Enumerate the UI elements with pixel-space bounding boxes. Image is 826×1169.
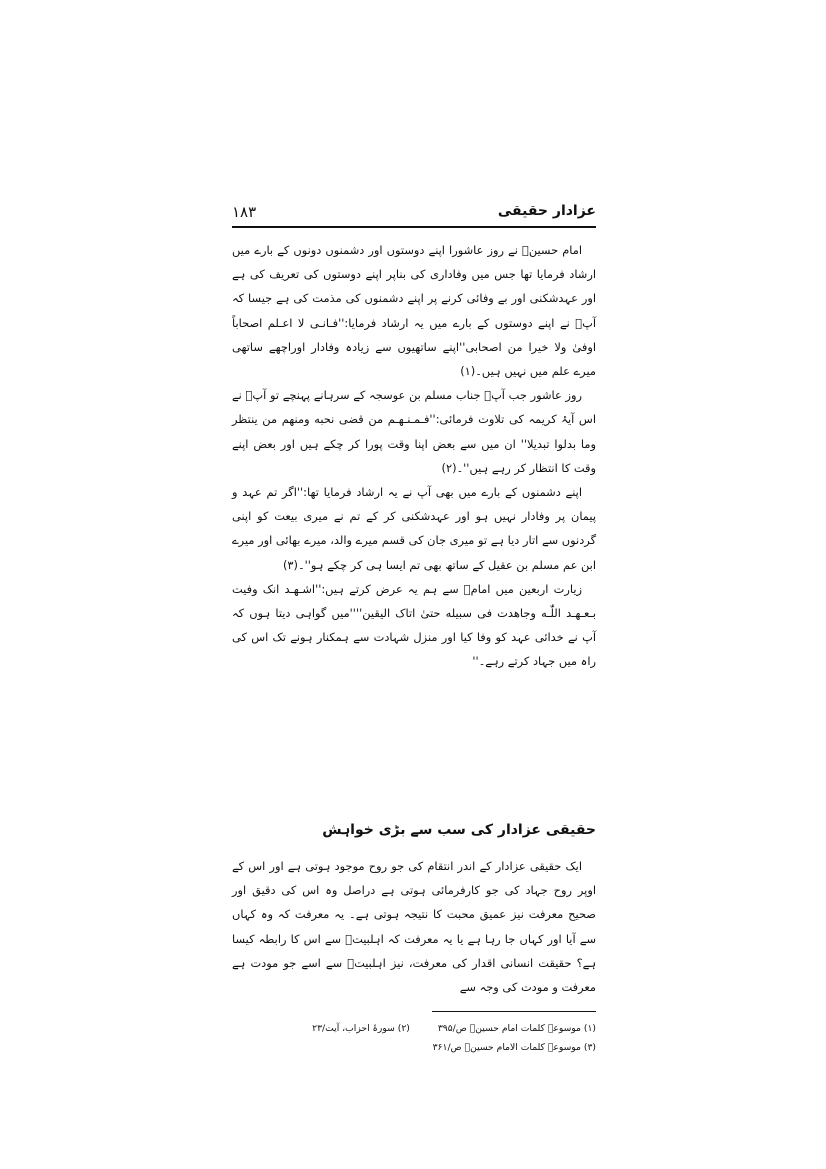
- paragraph: زیارت اربعین میں امامؑ سے ہم یہ عرض کرتے ہیں:''اشـهـد انک وفیت بـعـهـد اللّٰـه وجاهدت فی سبیله حتیٰ اتاک الیقین''''میں گواہی دیتا ہوں کہ آپ نے خدائی عہد کو وفا کیا اور منزل شہادت سے ہمکنار ہونے تک اس کی راہ میں جہاد کرتے رہے۔'': [232, 581, 596, 669]
- footnote-row: [300, 1038, 596, 1057]
- paragraph: امام حسینؑ نے روز عاشورا اپنے دوستوں اور دشمنوں دونوں کے بارے میں ارشاد فرمایا تھا جس میں وفاداری کی بناپر اپنے دوستوں کی تعریف کی ہے اور عہدشکنی اور بے وفائی کرنے پر اپنے دشمنوں کی مذمت کی ہے جیسا کہ آپؑ نے اپنے دوستوں کے بارے میں یہ ارشاد فرمایا:''فـانـی لا اعـلم اصحاباً اوفیٰ ولا خیرا من اصحابی''اپنے ساتھیوں سے زیادہ وفادار اوراچھے ساتھی میرے علم میں نہیں ہیں۔(۱): [232, 243, 596, 379]
- footnote-row: [300, 1019, 596, 1038]
- section-heading: حقیقی عزادار کی سب سے بڑی خواہش: [322, 822, 596, 838]
- body-text-continued: [232, 854, 596, 999]
- footnote-divider: [432, 1011, 596, 1012]
- footnote-3: (۳) موسوعہ کلمات الامام حسینؑ ص/۳۶۱: [432, 1042, 596, 1053]
- header-divider: [232, 226, 596, 228]
- footnote-2: (۲) سورۂ احزاب، آیت/۲۳: [312, 1023, 410, 1034]
- running-header-title: عزادار حقیقی: [497, 203, 596, 219]
- footnotes: [300, 1019, 596, 1057]
- body-text: [232, 238, 596, 674]
- paragraph: روز عاشور جب آپؑ جناب مسلم بن عوسجہ کے سرہانے پہنچے تو آپؑ نے اس آیۂ کریمہ کی تلاوت فرمائی:''فـمـنـهـم من قضی نحبه ومنهم من ینتظر وما بدلوا تبدیلا'' ان میں سے بعض اپنا وقت پورا کر چکے ہیں اور بعض اپنے وقت کا انتظار کر رہے ہیں''۔(۲): [232, 388, 596, 475]
- page-number: ۱۸۳: [232, 203, 257, 221]
- paragraph: ایک حقیقی عزادار کے اندر انتقام کی جو روح موجود ہوتی ہے اور اس کے اوپر روح جہاد کی جو کارفرمائی ہوتی ہے دراصل وہ اس کی دقیق اور صحیح معرفت نیز عمیق محبت کا نتیجہ ہوتی ہے۔ یہ معرفت کہ وہ کہاں سے آیا اور کہاں جا رہا ہے یا یہ معرفت کہ اہلبیتؑ سے اس کا رابطہ کیسا ہے؟ حقیقت انسانی اقدار کی معرفت، نیز اہلبیتؑ سے اسے جو مودت ہے معرفت و مودت کی وجہ سے: [232, 859, 596, 995]
- footnote-1: (۱) موسوعہ کلمات امام حسینؑ ص/۳۹۵: [437, 1023, 596, 1034]
- paragraph: اپنے دشمنوں کے بارے میں بھی آپ نے یہ ارشاد فرمایا تھا:''اگر تم عہد و پیمان پر وفادار نہیں ہو اور عہدشکنی کر کے تم نے میری بیعت کو اپنی گردنوں سے اتار دیا ہے تو میری جان کی قسم میرے والد، میرے بھائی اور میرے ابن عم مسلم بن عقیل کے ساتھ بھی تم ایسا ہی کر چکے ہو''۔(۳): [232, 485, 596, 572]
